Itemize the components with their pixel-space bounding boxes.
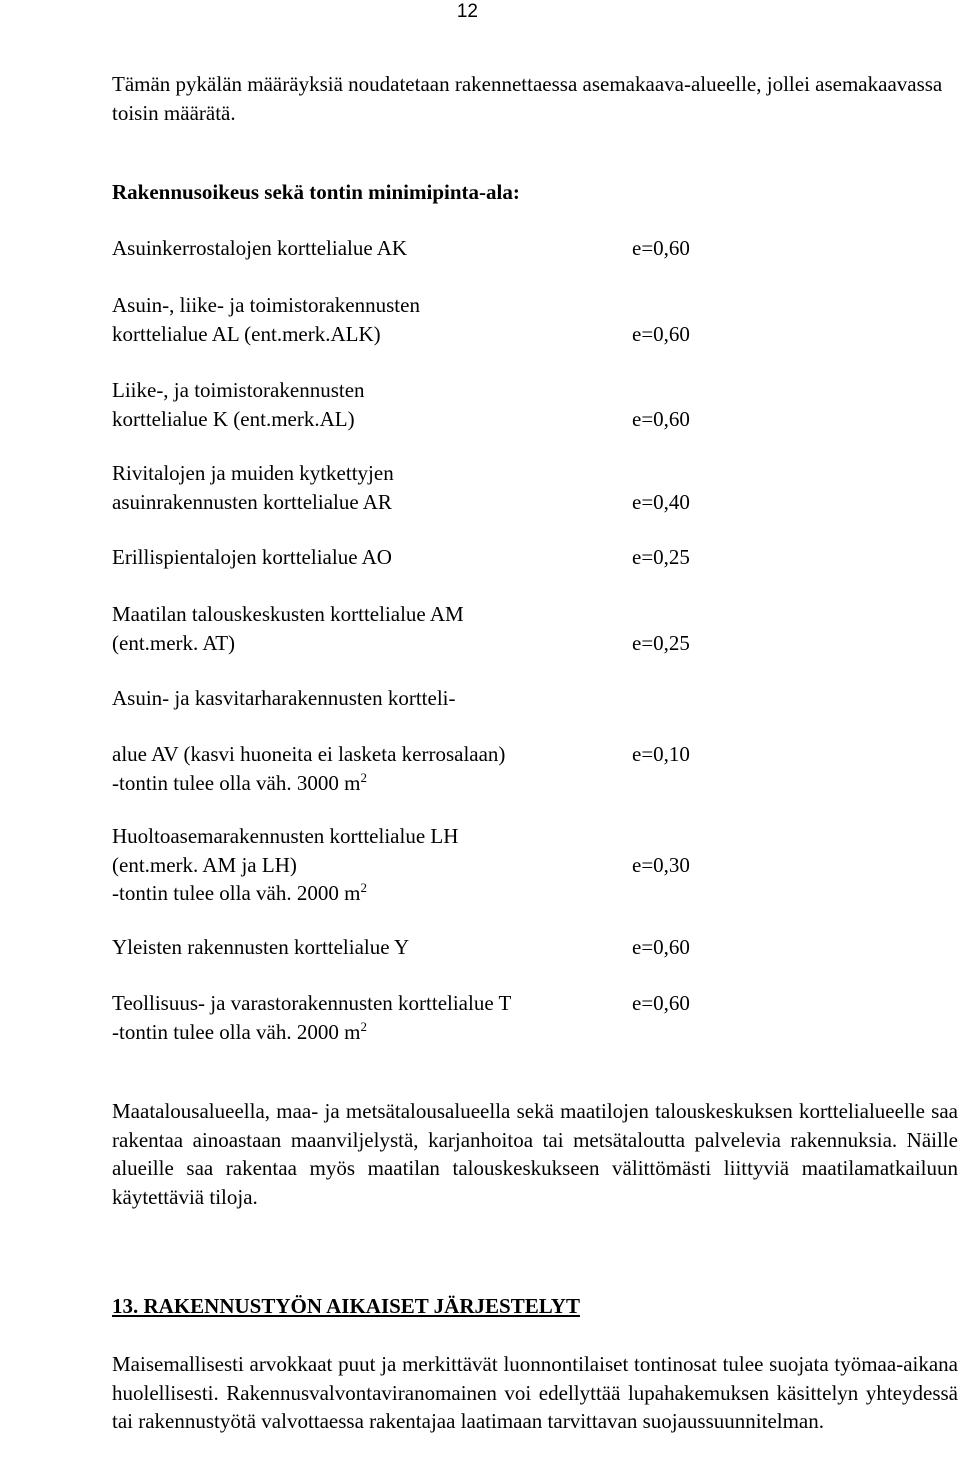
zone-label: Asuin-, liike- ja toimistorakennusten korttelialue AL (ent.merk.ALK): [112, 293, 420, 346]
zone-value: e=0,30: [632, 852, 690, 877]
zone-row-lh: [112, 822, 712, 908]
zone-value: e=0,25: [632, 630, 690, 655]
zone-value: e=0,25: [632, 545, 690, 569]
zone-row-am: [112, 600, 712, 657]
zone-label: Asuin- ja kasvitarharakennusten kortteli-: [112, 686, 456, 710]
zone-row-av: [112, 740, 712, 797]
zone-label: Erillispientalojen korttelialue AO: [112, 545, 392, 569]
zone-label: alue AV (kasvi huoneita ei lasketa kerrosalaan): [112, 742, 506, 766]
zone-label: Asuinkerrostalojen korttelialue AK: [112, 236, 408, 260]
zone-value: e=0,10: [632, 742, 690, 766]
zone-label: Teollisuus- ja varastorakennusten korttelialue T: [112, 991, 512, 1015]
rights-heading: Rakennusoikeus sekä tontin minimipinta-ala:: [112, 180, 520, 204]
plot-size-note: -tontin tulee olla väh. 2000 $m^2$: [112, 880, 367, 905]
section-title: 13. RAKENNUSTYÖN AIKAISET JÄRJESTELYT: [112, 1294, 580, 1318]
zone-row-av-intro: [112, 684, 712, 713]
zone-label: Rivitalojen ja muiden kytkettyjen asuinrakennusten korttelialue AR: [112, 461, 394, 514]
zone-row-ak: [112, 234, 712, 263]
zone-value: e=0,60: [632, 236, 690, 260]
zone-label: Maatilan talouskeskusten korttelialue AM (ent.merk. AT): [112, 602, 464, 655]
zone-label: Liike-, ja toimistorakennusten korttelialue K (ent.merk.AL): [112, 378, 365, 431]
zone-row-y: [112, 933, 712, 962]
intro-paragraph: Tämän pykälän määräyksiä noudatetaan rakennettaessa asemakaava-alueelle, jollei asemakaavassa toisin määrätä.: [112, 72, 943, 125]
zone-value: e=0,60: [632, 406, 690, 431]
section-paragraph: Maisemallisesti arvokkaat puut ja merkittävät luonnontilaiset tontinosat tulee suojata työmaa-aikana huolellisesti. Rakennusvalvontaviranomainen voi edellyttää lupahakemuksen käsittelyn yhteydessä tai rakennustyötä valvottaessa rakentajaa laatimaan tarvittavan suojaussuunnitelman.: [112, 1352, 958, 1433]
zone-row-t: [112, 989, 712, 1046]
plot-size-note: -tontin tulee olla väh. 2000 $m^2$: [112, 1018, 367, 1044]
zone-value: e=0,60: [632, 935, 690, 959]
zone-row-ar: [112, 459, 712, 516]
zone-value: e=0,60: [632, 991, 690, 1015]
zone-label: Yleisten rakennusten korttelialue Y: [112, 935, 410, 959]
zone-row-k: [112, 376, 712, 433]
plot-size-note: -tontin tulee olla väh. 3000 $m^2$: [112, 769, 367, 795]
agriculture-paragraph: Maatalousalueella, maa- ja metsätalousalueella sekä maatilojen talouskeskuksen korttelialueelle saa rakentaa ainoastaan maanviljelystä, karjanhoitoa tai metsätaloutta palvelevia rakennuksia. Näille alueille saa rakentaa myös maatilan talouskeskukseen välittömästi liittyviä maatilamatkailuun käytettäviä tiloja.: [112, 1099, 958, 1209]
zone-row-al: [112, 291, 712, 348]
zone-value: e=0,60: [632, 321, 690, 346]
page-number: 12: [456, 1, 478, 22]
zone-label: Huoltoasemarakennusten korttelialue LH (ent.merk. AM ja LH): [112, 824, 459, 877]
zone-value: e=0,40: [632, 489, 690, 514]
zone-row-ao: [112, 543, 712, 572]
